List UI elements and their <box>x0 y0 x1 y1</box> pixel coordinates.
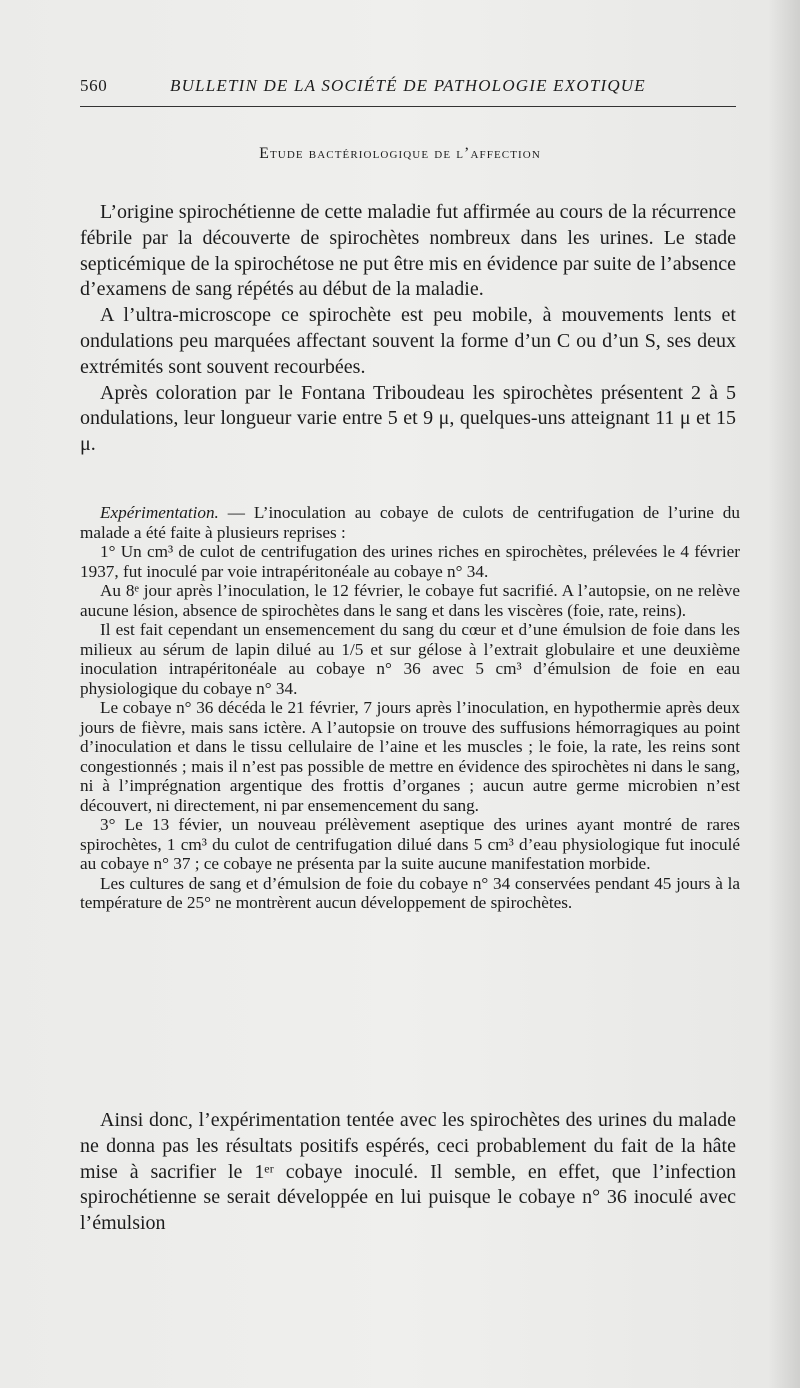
running-header <box>80 76 736 102</box>
experiment-paragraph: 3° Le 13 févier, un nouveau prélèvement aseptique des urines ayant montré de rares spirochètes, 1 cm³ du culot de centrifugation dilué dans 5 cm³ d’eau physiologique fut inoculé au cobaye n° 37 ; ce cobaye ne présenta par la suite aucune manifestation morbide. <box>80 815 740 873</box>
intro-text <box>80 200 736 458</box>
section-title: Etude bactériologique de l’affection <box>259 145 541 162</box>
experiment-lead: — L’inoculation au cobaye de culots de centrifugation de l’urine du malade a été faite à plusieurs reprises : <box>80 503 740 542</box>
conclusion-paragraph: Ainsi donc, l’expérimentation tentée avec les spirochètes des urines du malade ne donna pas les résultats positifs espérés, ceci probablement du fait de la hâte mise à sacrifier le 1ᵉʳ cobaye inoculé. Il semble, en effet, que l’infection spirochétienne se serait développée en lui puisque le cobaye n° 36 inoculé avec l’émulsion <box>80 1109 736 1235</box>
experiment-paragraph: Le cobaye n° 36 décéda le 21 février, 7 jours après l’inoculation, en hypothermie après deux jours de fièvre, mais sans ictère. A l’autopsie on trouve des suffusions hémorragiques au point d’inoculation et dans le tissu cellulaire de l’aine et les muscles ; le foie, la rate, les reins sont congestionnés ; mais il n’est pas possible de mettre en évidence des spirochètes ni dans le sang, ni à l’imprégnation argentique des frottis d’organes ; aucun autre germe microbien n’est découvert, ni directement, ni par ensemencement du sang. <box>80 698 740 815</box>
experiment-paragraph: Les cultures de sang et d’émulsion de foie du cobaye n° 34 conservées pendant 45 jours à la température de 25° ne montrèrent aucun développement de spirochètes. <box>80 873 740 912</box>
experiment-paragraph: 1° Un cm³ de culot de centrifugation des urines riches en spirochètes, prélevées le 4 février 1937, fut inoculé par voie intrapéritonéale au cobaye n° 34. <box>80 542 740 581</box>
experiment-paragraph: Il est fait cependant un ensemencement du sang du cœur et d’une émulsion de foie dans les milieux au sérum de lapin dilué au 1/5 et sur gélose à l’extrait globulaire et une deuxième inoculation intrapéritonéale au cobaye n° 36 avec 5 cm³ d’émulsion de foie en eau physiologique du cobaye n° 34. <box>80 620 740 698</box>
running-title: BULLETIN DE LA SOCIÉTÉ DE PATHOLOGIE EXOTIQUE <box>170 76 646 95</box>
conclusion-text <box>80 1108 736 1237</box>
experiment-heading: Expérimentation. <box>100 503 219 522</box>
experiment-lead-paragraph <box>80 503 740 542</box>
intro-paragraph: A l’ultra-microscope ce spirochète est peu mobile, à mouvements lents et ondulations peu marquées affectant souvent la forme d’un C ou d’un S, ses deux extrémités sont souvent recourbées. <box>80 304 736 378</box>
experiment-section <box>80 503 740 913</box>
intro-paragraph: L’origine spirochétienne de cette maladie fut affirmée au cours de la récurrence fébrile par la découverte de spirochètes nombreux dans les urines. Le stade septicémique de la spirochétose ne put être mis en évidence par suite de l’absence d’examens de sang répétés au début de la maladie. <box>80 201 736 301</box>
intro-paragraph: Après coloration par le Fontana Triboudeau les spirochètes présentent 2 à 5 ondulations, leur longueur varie entre 5 et 9 μ, quelques-uns atteignant 11 μ et 15 μ. <box>80 381 736 456</box>
header-rule <box>80 106 736 107</box>
page-number: 560 <box>80 76 108 95</box>
experiment-paragraph: Au 8ᵉ jour après l’inoculation, le 12 février, le cobaye fut sacrifié. A l’autopsie, on ne relève aucune lésion, absence de spirochètes dans le sang et dans les viscères (foie, rate, reins). <box>80 581 740 620</box>
